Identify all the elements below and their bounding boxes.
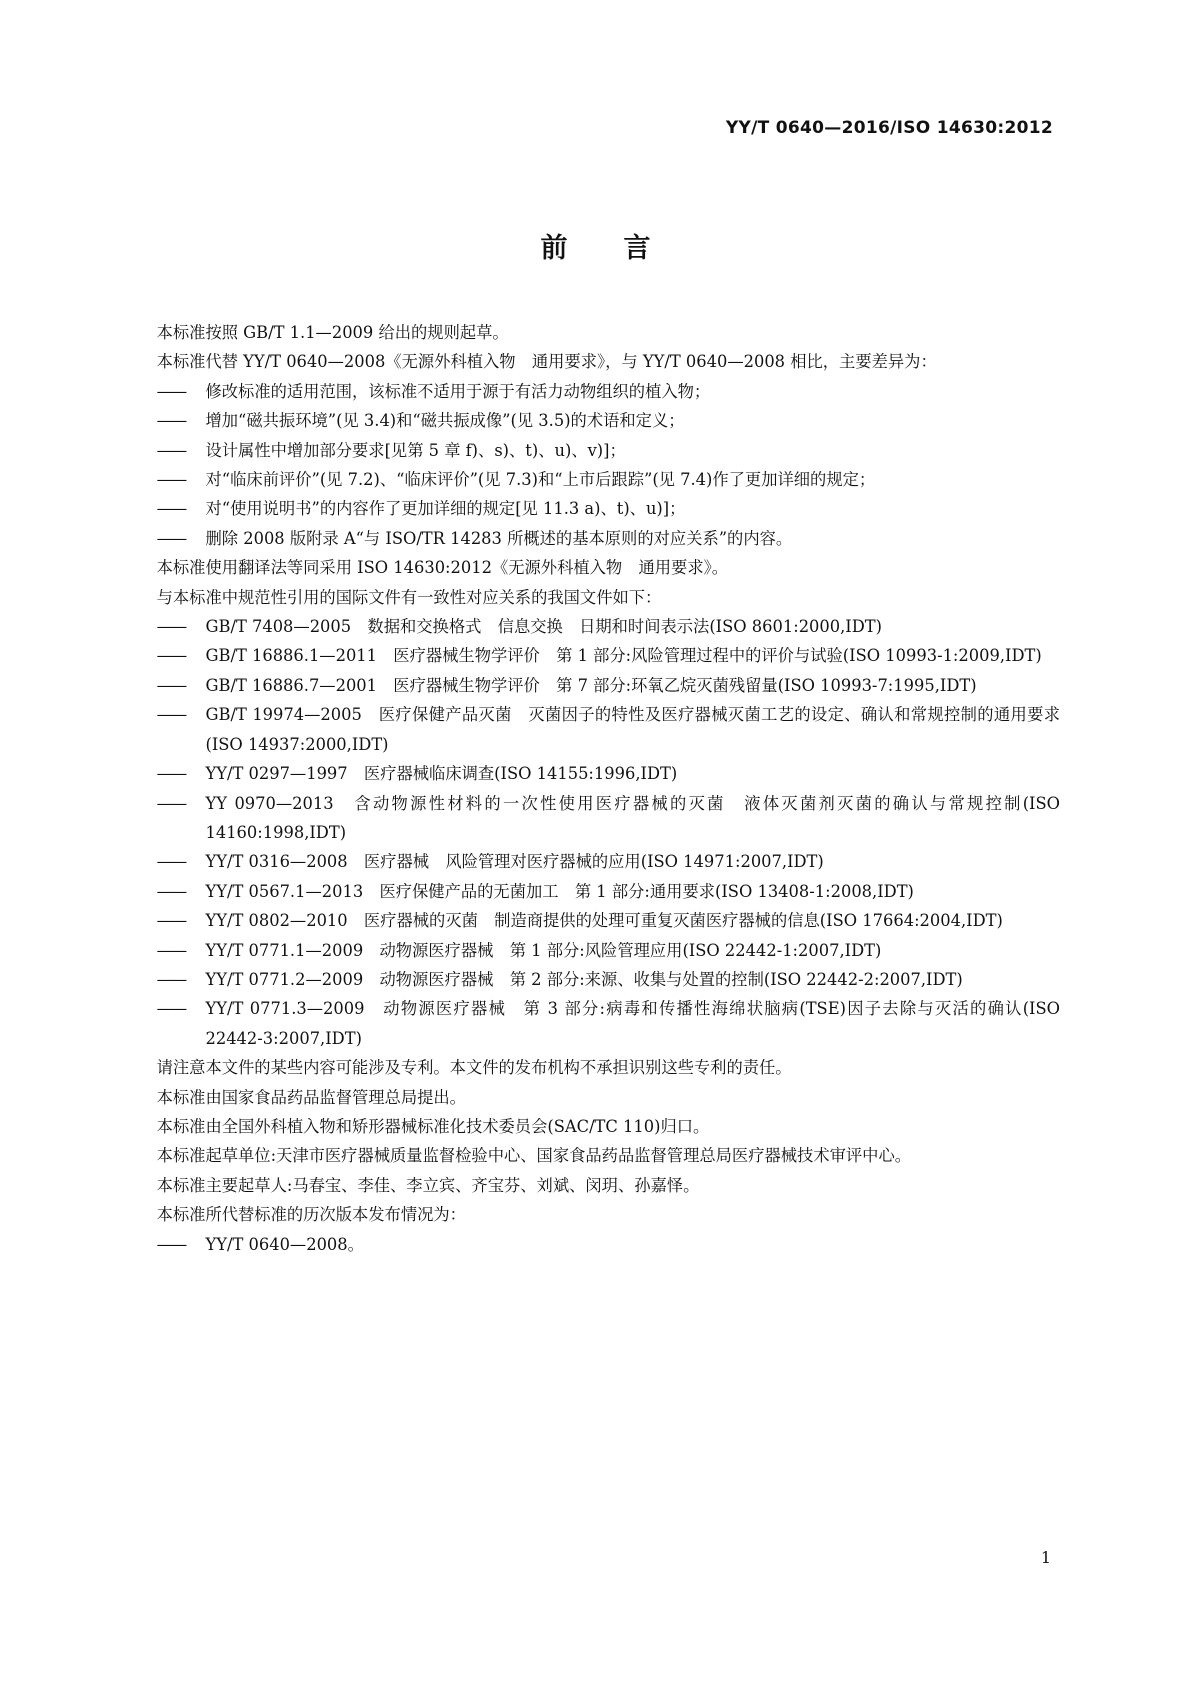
list-item: —— YY/T 0297—1997 医疗器械临床调查(ISO 14155:1996,IDT) bbox=[124, 759, 1060, 788]
list-item: —— 设计属性中增加部分要求[见第 5 章 f)、s)、t)、u)、v)]； bbox=[124, 436, 1060, 465]
paragraph: 本标准由全国外科植入物和矫形器械标准化技术委员会(SAC/TC 110)归口。 bbox=[156, 1116, 710, 1136]
dash-marker: —— bbox=[156, 940, 186, 960]
list-item: —— YY/T 0771.1—2009 动物源医疗器械 第 1 部分:风险管理应用(ISO 22442-1:2007,IDT) bbox=[124, 936, 1060, 965]
dash-marker: —— bbox=[156, 852, 186, 872]
dash-marker: —— bbox=[156, 911, 186, 931]
list-item: —— 增加“磁共振环境”(见 3.4)和“磁共振成像”(见 3.5)的术语和定义； bbox=[124, 406, 1060, 435]
list-item: —— 对“临床前评价”(见 7.2)、“临床评价”(见 7.3)和“上市后跟踪”(见 7.4)作了更加详细的规定； bbox=[124, 465, 1060, 494]
list-item: —— YY/T 0771.2—2009 动物源医疗器械 第 2 部分:来源、收集与处置的控制(ISO 22442-2:2007,IDT) bbox=[124, 965, 1060, 994]
dash-marker: —— bbox=[156, 411, 186, 431]
dash-marker: —— bbox=[156, 705, 186, 725]
dash-marker: —— bbox=[156, 969, 186, 989]
dash-marker: —— bbox=[156, 528, 186, 548]
dash-marker: —— bbox=[156, 646, 186, 666]
document-body bbox=[124, 318, 1060, 1259]
list-item: —— YY 0970—2013 含动物源性材料的一次性使用医疗器械的灭菌 液体灭菌剂灭菌的确认与常规控制(ISO 14160:1998,IDT) bbox=[124, 789, 1060, 848]
list-item: —— YY/T 0640—2008。 bbox=[124, 1230, 1060, 1259]
changes-list bbox=[124, 377, 1060, 553]
paragraph: 本标准主要起草人:马春宝、李佳、李立宾、齐宝芬、刘斌、闵玥、孙嘉怿。 bbox=[156, 1175, 700, 1195]
list-item: —— 删除 2008 版附录 A“与 ISO/TR 14283 所概述的基本原则的对应关系”的内容。 bbox=[124, 524, 1060, 553]
list-item: —— YY/T 0316—2008 医疗器械 风险管理对医疗器械的应用(ISO 14971:2007,IDT) bbox=[124, 847, 1060, 876]
paragraph: 本标准按照 GB/T 1.1—2009 给出的规则起草。 bbox=[156, 323, 509, 342]
dash-marker: —— bbox=[156, 617, 186, 637]
dash-marker: —— bbox=[156, 999, 186, 1019]
paragraph: 本标准代替 YY/T 0640—2008《无源外科植入物 通用要求》，与 YY/T 0640—2008 相比，主要差异为： bbox=[156, 352, 937, 372]
paragraph: 与本标准中规范性引用的国际文件有一致性对应关系的我国文件如下： bbox=[156, 587, 662, 607]
standard-code: YY/T 0640—2016/ISO 14630:2012 bbox=[725, 118, 1053, 138]
references-list bbox=[124, 612, 1060, 1053]
list-item: —— YY/T 0802—2010 医疗器械的灭菌 制造商提供的处理可重复灭菌医疗器械的信息(ISO 17664:2004,IDT) bbox=[124, 906, 1060, 935]
list-item: —— GB/T 16886.1—2011 医疗器械生物学评价 第 1 部分:风险管理过程中的评价与试验(ISO 10993-1:2009,IDT) bbox=[124, 641, 1060, 670]
list-item: —— GB/T 19974—2005 医疗保健产品灭菌 灭菌因子的特性及医疗器械灭菌工艺的设定、确认和常规控制的通用要求(ISO 14937:2000,IDT) bbox=[124, 700, 1060, 759]
list-item: —— YY/T 0771.3—2009 动物源医疗器械 第 3 部分:病毒和传播性海绵状脑病(TSE)因子去除与灭活的确认(ISO 22442-3:2007,IDT) bbox=[124, 994, 1060, 1053]
list-item: —— GB/T 7408—2005 数据和交换格式 信息交换 日期和时间表示法(ISO 8601:2000,IDT) bbox=[124, 612, 1060, 641]
dash-marker: —— bbox=[156, 881, 186, 901]
paragraph: 请注意本文件的某些内容可能涉及专利。本文件的发布机构不承担识别这些专利的责任。 bbox=[156, 1058, 792, 1078]
history-list bbox=[124, 1230, 1060, 1259]
dash-marker: —— bbox=[156, 764, 186, 784]
list-item: —— 修改标准的适用范围，该标准不适用于源于有活力动物组织的植入物； bbox=[124, 377, 1060, 406]
paragraph: 本标准由国家食品药品监督管理总局提出。 bbox=[156, 1087, 466, 1107]
paragraph: 本标准使用翻译法等同采用 ISO 14630:2012《无源外科植入物 通用要求》。 bbox=[156, 558, 729, 578]
dash-marker: —— bbox=[156, 1234, 186, 1254]
dash-marker: —— bbox=[156, 675, 186, 695]
dash-marker: —— bbox=[156, 793, 186, 813]
dash-marker: —— bbox=[156, 470, 186, 490]
list-item: —— GB/T 16886.7—2001 医疗器械生物学评价 第 7 部分:环氧乙烷灭菌残留量(ISO 10993-7:1995,IDT) bbox=[124, 671, 1060, 700]
dash-marker: —— bbox=[156, 440, 186, 460]
page-title: 前言 bbox=[540, 233, 707, 264]
dash-marker: —— bbox=[156, 381, 186, 401]
paragraph: 本标准起草单位:天津市医疗器械质量监督检验中心、国家食品药品监督管理总局医疗器械技术审评中心。 bbox=[156, 1146, 912, 1166]
list-item: —— YY/T 0567.1—2013 医疗保健产品的无菌加工 第 1 部分:通用要求(ISO 13408-1:2008,IDT) bbox=[124, 877, 1060, 906]
dash-marker: —— bbox=[156, 499, 186, 519]
page-number: 1 bbox=[1040, 1548, 1051, 1567]
list-item: —— 对“使用说明书”的内容作了更加详细的规定[见 11.3 a)、t)、u)]； bbox=[124, 494, 1060, 523]
paragraph: 本标准所代替标准的历次版本发布情况为： bbox=[156, 1205, 466, 1225]
